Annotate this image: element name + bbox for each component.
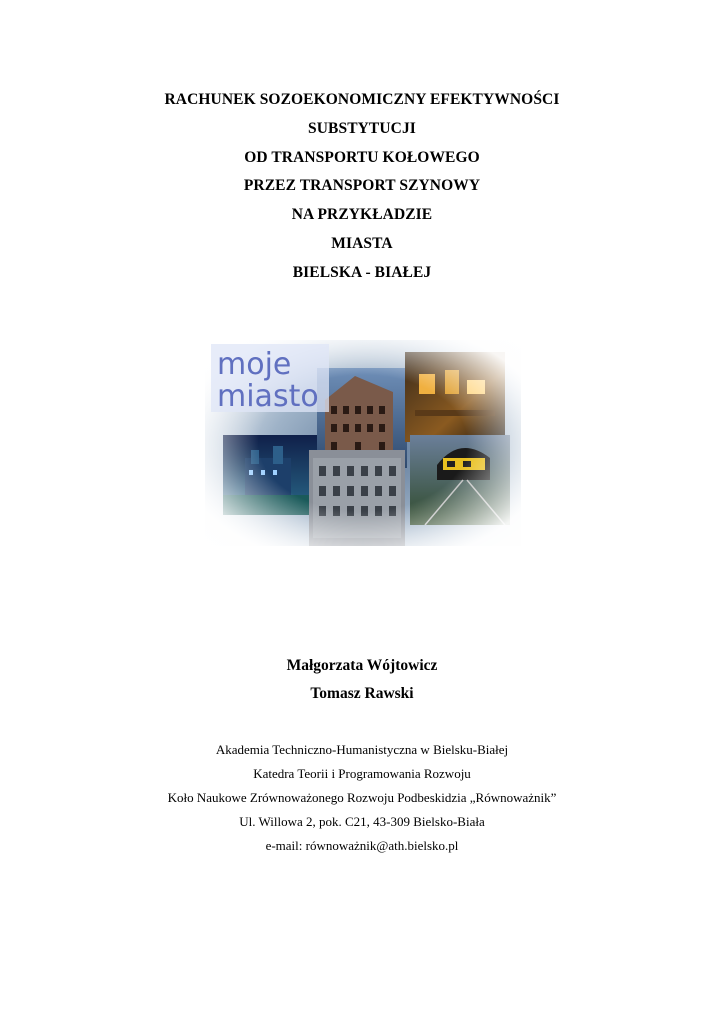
logo-line-1: moje <box>217 347 292 382</box>
title-line: RACHUNEK SOZOEKONOMICZNY EFEKTYWNOŚCI <box>164 91 560 108</box>
document-title <box>0 86 724 288</box>
title-line: MIASTA <box>331 234 393 252</box>
title-line: PRZEZ TRANSPORT SZYNOWY <box>243 177 481 195</box>
author-name: Małgorzata Wójtowicz <box>286 657 438 674</box>
title-line: OD TRANSPORTU KOŁOWEGO <box>244 148 480 166</box>
email-address: e-mail: równoważnik@ath.bielsko.pl <box>265 838 459 853</box>
moje-miasto-logo <box>211 344 329 414</box>
title-line: SUBSTYTUCJI <box>308 119 416 137</box>
student-club-name: Koło Naukowe Zrównoważonego Rozwoju Podbeskidzia „Równoważnik” <box>167 790 557 805</box>
author-name: Tomasz Rawski <box>310 685 414 702</box>
title-line: NA PRZYKŁADZIE <box>291 206 433 224</box>
title-line: BIELSKA - BIAŁEJ <box>292 263 432 281</box>
authors <box>0 652 724 708</box>
affiliation-block <box>0 738 724 858</box>
department-name: Katedra Teorii i Programowania Rozwoju <box>253 766 471 781</box>
city-photo-collage <box>205 340 521 546</box>
postal-address: Ul. Willowa 2, pok. C21, 43-309 Bielsko-Biała <box>239 814 485 829</box>
logo-line-2: miasto <box>217 379 319 414</box>
university-name: Akademia Techniczno-Humanistyczna w Bielsku-Białej <box>215 742 509 757</box>
